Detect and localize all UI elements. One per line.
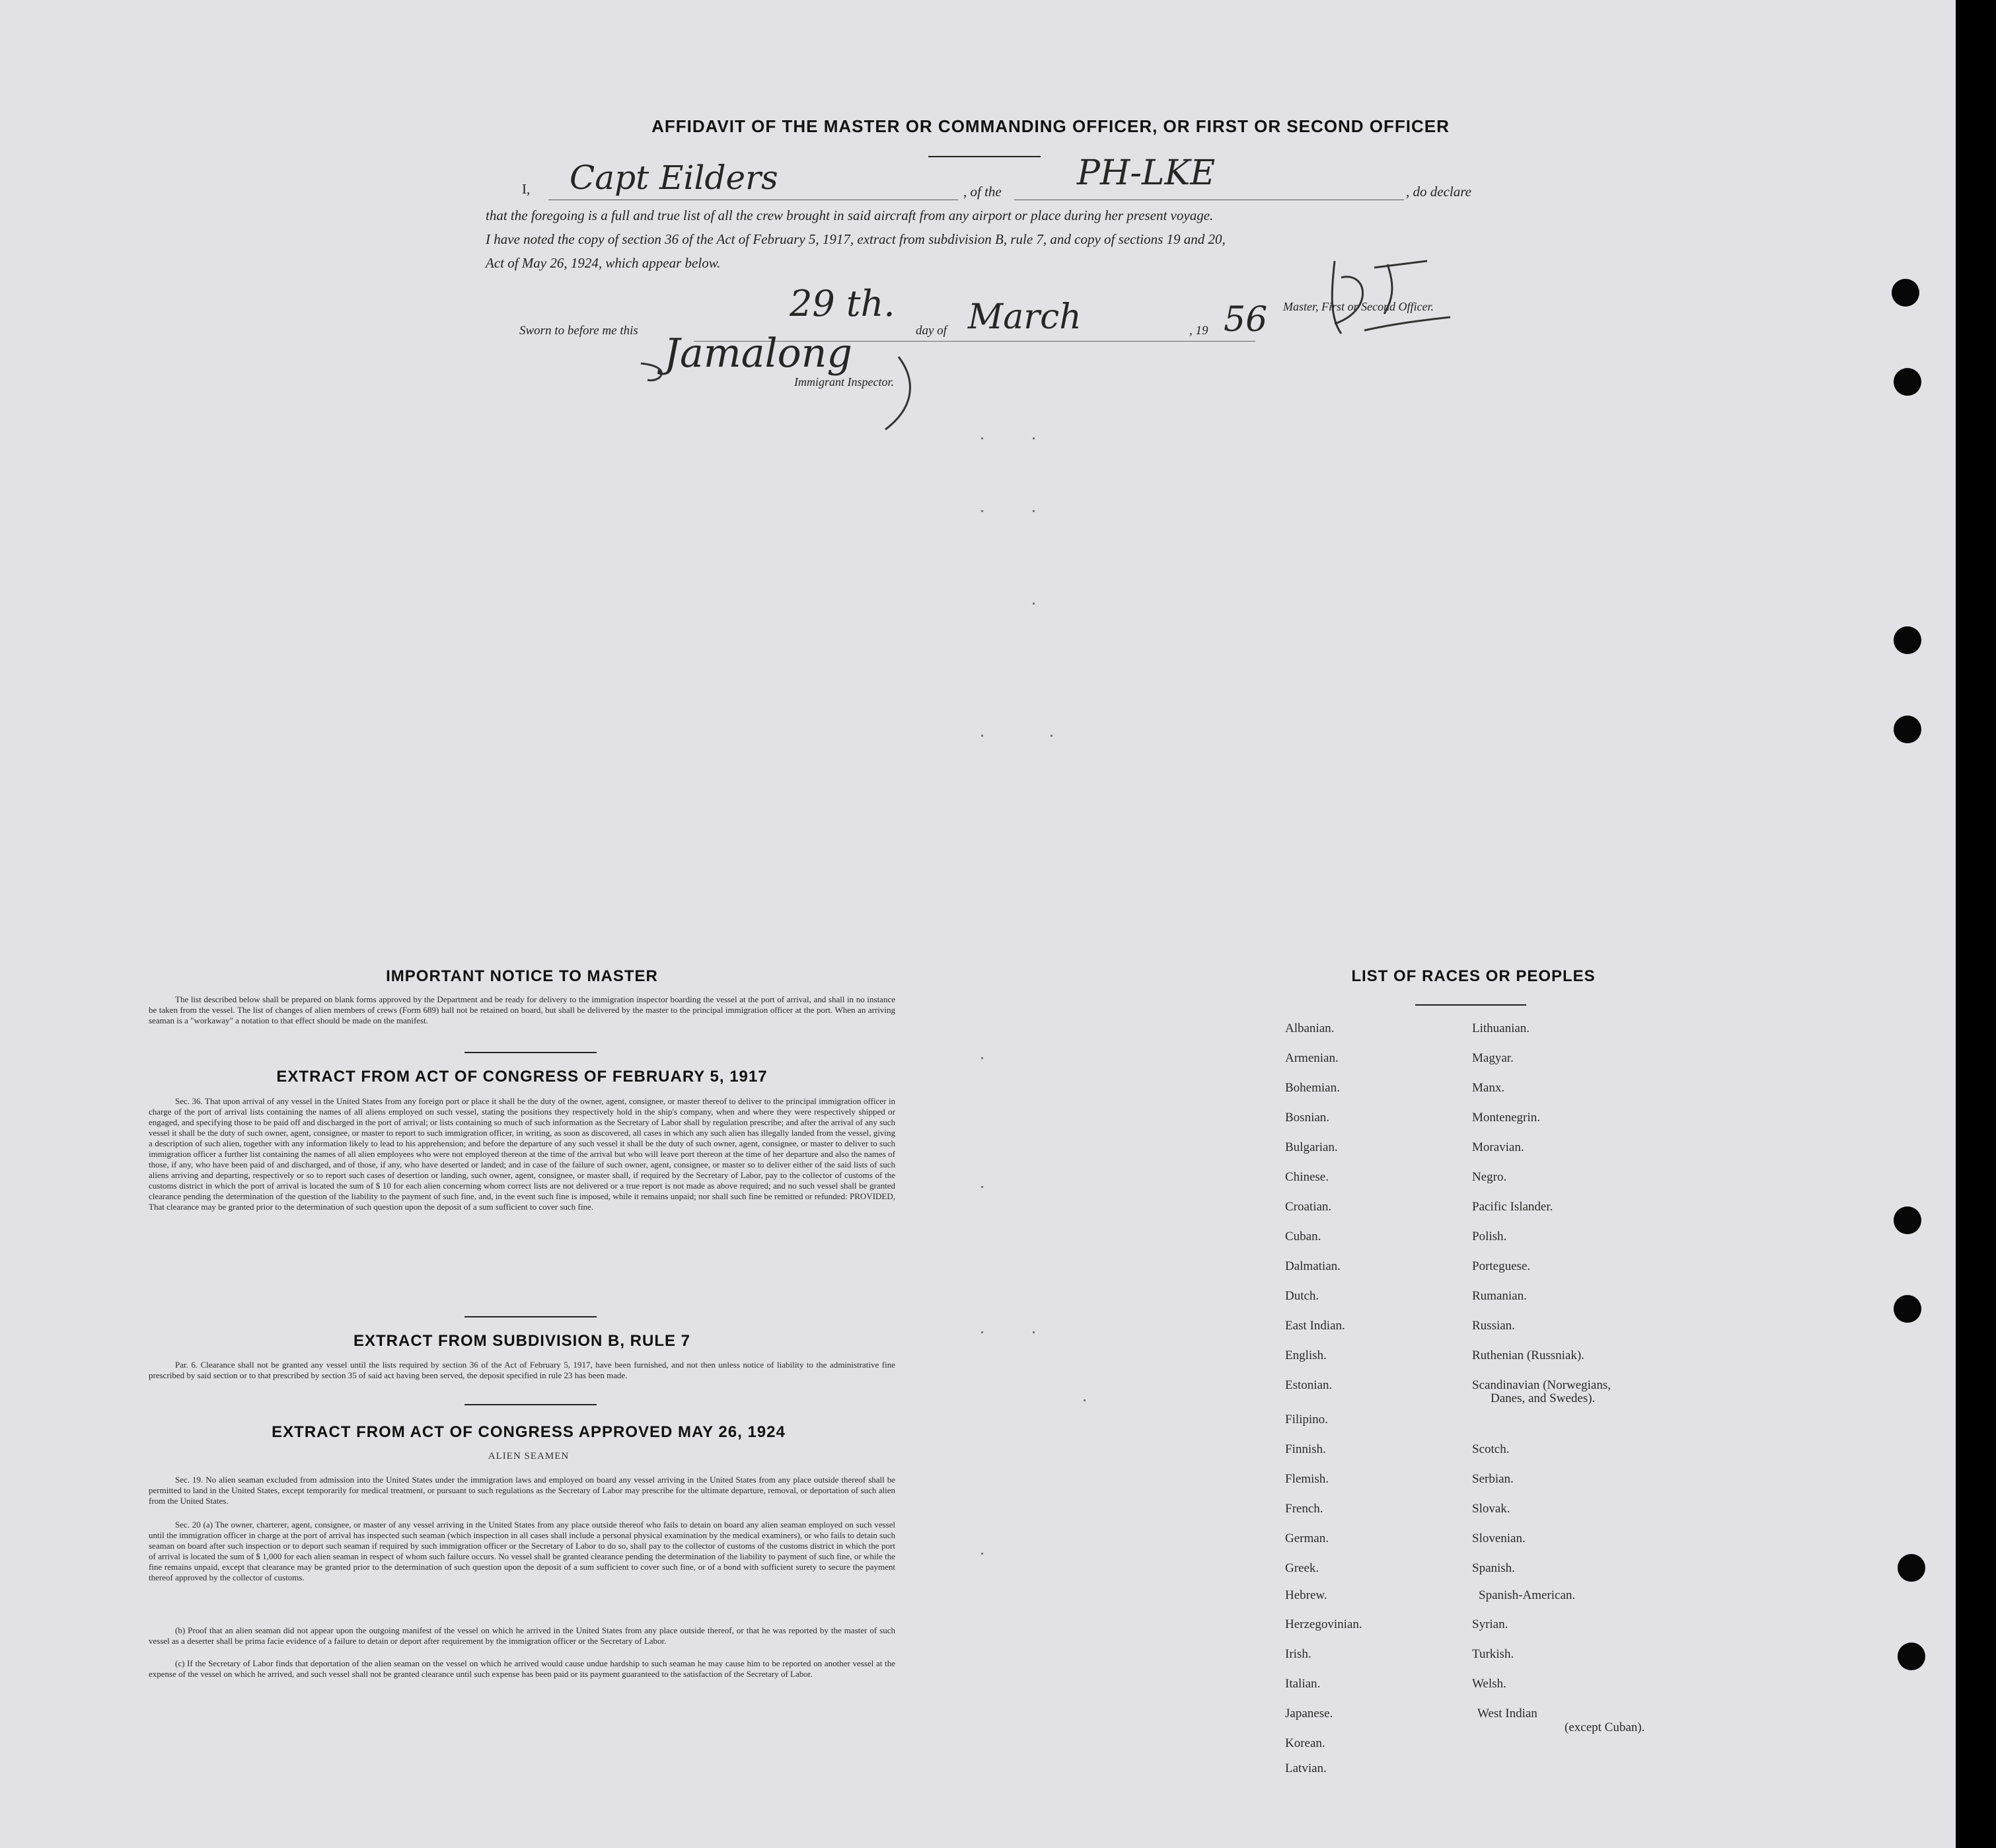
master-signature-mark (1295, 251, 1454, 344)
race-item: Rumanian. (1472, 1289, 1527, 1303)
notice-rule (464, 1052, 597, 1053)
affidavit-line-1: that the foregoing is a full and true list of all the crew brought in said aircraft from any airport or place during her present voyage. (486, 207, 1214, 223)
race-item: Syrian. (1472, 1617, 1508, 1631)
punch-hole (1894, 1295, 1921, 1323)
rule7-title: EXTRACT FROM SUBDIVISION B, RULE 7 (353, 1332, 691, 1350)
punch-hole (1894, 368, 1921, 396)
race-item: Filipino. (1285, 1413, 1328, 1426)
section-20a-text: Sec. 20 (a) The owner, charterer, agent, consignee, or master of any vessel arriving in the United States from any place outside thereof who fails to detain on board any alien seaman employed on such vessel until the immigration officer in charge at the port of arrival has inspected such seaman (which inspection in all cases shall include a personal physical examination by the medical examiners), or who fails to detain such seaman on board after such inspection or to deport such seaman if required by such immigration officer or the Secretary of Labor to do so, shall pay to the collector of customs of the customs district in which the port of arrival is located the sum of $ 1,000 for each alien seaman in respect of whom such failure occurs. No vessel shall be granted clearance pending the determination of the liability to payment of such fine, or while the fine remains unpaid, except that clearance may be granted prior to the determination of such question upon the deposit of a sum sufficient to cover such fine, or of a bond with sufficient surety to secure the payment thereof approved by the collector of customs. (149, 1520, 895, 1582)
race-item: Polish. (1472, 1230, 1507, 1243)
race-item: Latvian. (1285, 1761, 1327, 1775)
month-handwritten: March (968, 297, 1082, 337)
race-item: Herzegovinian. (1285, 1617, 1362, 1631)
extract-1924-title: EXTRACT FROM ACT OF CONGRESS APPROVED MAY 26, 1924 (272, 1423, 786, 1441)
year-handwritten: 56 (1224, 300, 1268, 340)
race-item: (except Cuban). (1565, 1720, 1645, 1734)
race-item: Dutch. (1285, 1289, 1319, 1303)
speck (981, 1186, 983, 1188)
section-20b-text: (b) Proof that an alien seaman did not appear upon the outgoing manifest of the vessel on which he arrived in the United States from any place outside thereof, or that he was reported by the master of such vessel as a deserter shall be prima facie evidence of a failure to detain or deport after requirement by the immigration officer or the Secretary of Labor. (149, 1625, 895, 1646)
race-item: Spanish-American. (1479, 1588, 1576, 1602)
race-item: Dalmatian. (1285, 1259, 1341, 1273)
race-item: Armenian. (1285, 1051, 1339, 1065)
race-item: Serbian. (1472, 1472, 1514, 1486)
section-20c-text: (c) If the Secretary of Labor finds that deportation of the alien seaman on the vessel on which he arrived would cause undue hardship to such seaman he may cause him to be reported on another vessel at the expense of the vessel on which he arrived, and such vessel shall not be granted clearance until such expense has been paid or its payment guaranteed to the satisfaction of the Secretary of Labor. (149, 1658, 895, 1679)
race-item: Finnish. (1285, 1442, 1326, 1456)
notice-text: The list described below shall be prepared on blank forms approved by the Department and be ready for delivery to the immigration inspector boarding the vessel at the port of arrival, and shall in no instance be taken from the vessel. The list of changes of alien members of crews (Form 689) hall not be retained on board, but shall be delivered by the master to the principal immigration officer at the port. When an arriving seaman is a "workaway" a notation to that effect should be made on the manifest. (149, 994, 895, 1025)
race-item: Hebrew. (1285, 1588, 1327, 1602)
speck (981, 1331, 983, 1333)
race-item: Bosnian. (1285, 1111, 1330, 1125)
race-item: Manx. (1472, 1081, 1505, 1095)
race-item: East Indian. (1285, 1319, 1345, 1333)
speck (981, 437, 983, 439)
race-item: Italian. (1285, 1677, 1321, 1691)
affidavit-title-rule (928, 156, 1041, 157)
affidavit-line-2: I have noted the copy of section 36 of the Act of February 5, 1917, extract from subdivision B, rule 7, and copy of sections 19 and 20, (486, 231, 1226, 247)
race-item: Slovak. (1472, 1502, 1510, 1516)
race-item: Scandinavian (Norwegians, (1472, 1378, 1611, 1392)
speck (981, 1553, 983, 1555)
do-declare-label: , do declare (1406, 184, 1471, 200)
races-left-column (1285, 1021, 1457, 1775)
race-item: English. (1285, 1349, 1327, 1362)
extract-1924-subtitle: ALIEN SEAMEN (488, 1451, 570, 1461)
punch-hole (1898, 1643, 1925, 1670)
speck (981, 1057, 983, 1059)
race-item: Bulgarian. (1285, 1140, 1338, 1154)
race-item: Estonian. (1285, 1378, 1333, 1392)
punch-hole (1894, 626, 1921, 654)
speck (1051, 735, 1053, 737)
punch-hole (1892, 279, 1919, 307)
day-handwritten: 29 th. (790, 283, 895, 324)
races-right-column (1472, 1021, 1683, 1748)
master-name-handwritten: Capt Eilders (570, 159, 778, 197)
race-item: Welsh. (1472, 1677, 1506, 1691)
race-item: Irish. (1285, 1647, 1312, 1661)
affidavit-title: AFFIDAVIT OF THE MASTER OR COMMANDING OFFICER, OR FIRST OR SECOND OFFICER (651, 116, 1450, 136)
extract-1917-title: EXTRACT FROM ACT OF CONGRESS OF FEBRUARY 5, 1917 (276, 1068, 768, 1086)
rule7-rule (464, 1404, 597, 1405)
race-item: Flemish. (1285, 1472, 1329, 1486)
punch-hole (1894, 1206, 1921, 1234)
race-item: Greek. (1285, 1561, 1319, 1575)
race-item: Chinese. (1285, 1170, 1329, 1184)
race-item: Korean. (1285, 1736, 1325, 1750)
aircraft-handwritten: PH-LKE (1077, 153, 1216, 193)
speck (1033, 1331, 1035, 1333)
races-rule (1415, 1004, 1526, 1006)
race-item: Montenegrin. (1472, 1111, 1540, 1125)
section-19-text: Sec. 19. No alien seaman excluded from admission into the United States under the immigration laws and employed on board any vessel arriving in the United States from any place outside thereof shall be permitted to land in the United States, except temporarily for medical treatment, or pursuant to such regulations as the Secretary of Labor may prescribe for the ultimate departure, removal, or deportation of such alien from the United States. (149, 1475, 895, 1506)
race-item: Scotch. (1472, 1442, 1510, 1456)
race-item: Pacific Islander. (1472, 1200, 1553, 1214)
race-item: Turkish. (1472, 1647, 1514, 1661)
extract-1917-rule (464, 1316, 597, 1317)
race-item: Croatian. (1285, 1200, 1332, 1214)
race-item: Slovenian. (1472, 1532, 1526, 1545)
races-title: LIST OF RACES OR PEOPLES (1351, 967, 1596, 985)
race-item: Lithuanian. (1472, 1021, 1530, 1035)
of-the-label: , of the (963, 184, 1002, 200)
punch-hole (1898, 1554, 1925, 1582)
affidavit-i: I, (522, 181, 531, 197)
race-item: Negro. (1472, 1170, 1507, 1184)
race-item: Moravian. (1472, 1140, 1524, 1154)
race-item: French. (1285, 1502, 1323, 1516)
race-item: Bohemian. (1285, 1081, 1340, 1095)
affidavit-line-3: Act of May 26, 1924, which appear below. (486, 255, 721, 271)
sworn-label: Sworn to before me this (519, 324, 638, 338)
inspector-signature: Jamalong (664, 330, 852, 377)
speck (1033, 603, 1035, 605)
race-item: Cuban. (1285, 1230, 1321, 1243)
extract-1917-text: Sec. 36. That upon arrival of any vessel in the United States from any foreign port or place it shall be the duty of the owner, agent, consignee, or master thereof to deliver to the principal immigration officer in charge of the port of arrival lists containing the names of all aliens employed on such vessel, stating the positions they respectively hold in the ship's company, when and where they were respectively shipped or engaged, and specifying those to be paid off and discharged in the port of arrival; or lists containing so much of such information as the Secretary of Labor shall by regulation prescribe; and after the arrival of any such vessel it shall be the duty of such owner, agent, consignee, or master to report to such immigration officer, in writing, as soon as discovered, all cases in which any such alien has illegally landed from the vessel, giving a description of such alien, together with any information likely to lead to his apprehension; and before the departure of any such vessel it shall be the duty of such owner, agent, consignee, or master to deliver to such immigration officer a further list containing the names of all alien employees who were not employed thereon at the time of the arrival but who will leave port thereon at the time of her departure and also the names of those, if any, who have been paid of and discharged, and of those, if any, who have deserted or landed; and in case of the failure of such owner, agent, consignee, or master so to deliver either of the said lists of such aliens arriving and departing, respectively or so to report such cases of desertion or landing, such owner, agent, consignee, or master shall, if required by the Secretary of Labor, pay to the collector of customs of the customs district in which the port of arrival is located the sum of $ 10 for each alien concerning whom correct lists are not delivered or a true report is not made as above required; and no such vessel shall be granted clearance pending the determination of the question of the liability to the payment of such fine, and, in the event such fine is imposed, while it remains unpaid; nor shall such fine be remitted or refunded: PROVIDED, That clearance may be granted prior to the determination of such question upon the deposit of a sum sufficient to cover such fine. (149, 1096, 895, 1212)
race-item: Danes, and Swedes). (1491, 1391, 1596, 1405)
speck (981, 735, 983, 737)
speck (981, 510, 983, 512)
inspector-flourish (634, 344, 978, 436)
year-prefix-label: , 19 (1189, 324, 1208, 338)
punch-hole (1894, 716, 1921, 743)
race-item: West Indian (1477, 1707, 1537, 1720)
race-item: Albanian. (1285, 1021, 1335, 1035)
race-item: Porteguese. (1472, 1259, 1531, 1273)
speck (1033, 510, 1035, 512)
race-item: Russian. (1472, 1319, 1515, 1333)
race-item: German. (1285, 1532, 1329, 1545)
race-item: Spanish. (1472, 1561, 1515, 1575)
day-of-label: day of (916, 324, 947, 338)
race-item: Magyar. (1472, 1051, 1514, 1065)
race-item: Ruthenian (Russniak). (1472, 1349, 1584, 1362)
rule7-text: Par. 6. Clearance shall not be granted any vessel until the lists required by section 36 of the Act of February 5, 1917, have been furnished, and not then unless notice of liability to the administrative fine prescribed by said section or to that prescribed by section 35 of said act having been served, the deposit specified in rule 23 has been made. (149, 1360, 895, 1380)
speck (1033, 437, 1035, 439)
race-item: Japanese. (1285, 1707, 1333, 1720)
notice-title: IMPORTANT NOTICE TO MASTER (386, 967, 658, 985)
speck (1084, 1399, 1086, 1401)
master-label: Master, First or Second Officer. (1283, 300, 1434, 313)
inspector-label: Immigrant Inspector. (794, 375, 894, 388)
